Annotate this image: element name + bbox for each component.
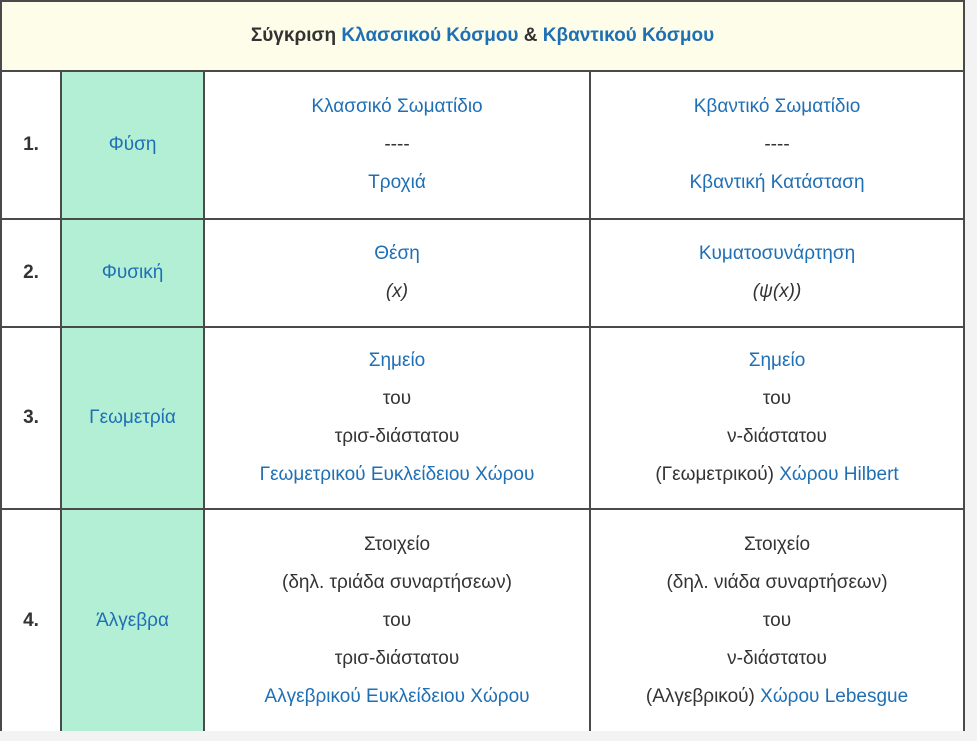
of-text: του (382, 609, 412, 631)
quantum-cell (590, 219, 964, 327)
element-text: Στοιχείο (743, 533, 811, 555)
triple-functions-text: (δηλ. τριάδα συναρτήσεων) (282, 571, 512, 593)
category-cell (61, 327, 204, 509)
page-bottom-strip (0, 731, 977, 741)
n-tuple-functions-text: (δηλ. νιάδα συναρτήσεων) (666, 571, 888, 593)
quantum-particle-link[interactable]: Κβαντικό Σωματίδιο (693, 96, 861, 117)
three-dimensional-text: τρισ-διάστατου (334, 647, 460, 669)
quantum-cell (590, 71, 964, 219)
title-prefix: Σύγκριση (250, 25, 342, 46)
classical-cell (204, 509, 590, 732)
three-dimensional-text: τρισ-διάστατου (334, 426, 460, 447)
title-amp: & (518, 25, 543, 46)
classical-cell (204, 219, 590, 327)
category-cell (61, 71, 204, 219)
title-classical-link[interactable]: Κλασσικού Κόσμου (341, 25, 519, 46)
title-quantum-link[interactable]: Κβαντικού Κόσμου (542, 25, 715, 46)
position-symbol: (x) (385, 281, 409, 302)
of-text: του (382, 388, 412, 409)
euclidean-geometric-space-link[interactable]: Γεωμετρικού Ευκλείδειου Χώρου (259, 464, 535, 485)
point-link[interactable]: Σημείο (748, 350, 806, 371)
element-text: Στοιχείο (363, 533, 431, 555)
geometric-qualifier: (Γεωμετρικού) (655, 464, 780, 485)
of-text: του (762, 388, 792, 409)
category-link-nature[interactable]: Φύση (108, 134, 157, 155)
trajectory-link[interactable]: Τροχιά (368, 172, 426, 193)
category-link-geometry[interactable]: Γεωμετρία (89, 407, 176, 428)
hilbert-space-link[interactable]: Χώρου Hilbert (779, 464, 899, 485)
separator: ---- (384, 134, 410, 155)
position-link[interactable]: Θέση (374, 243, 420, 264)
category-link-physics[interactable]: Φυσική (101, 262, 164, 283)
category-link-algebra[interactable]: Άλγεβρα (96, 609, 169, 631)
row-number: 3. (1, 327, 61, 509)
category-cell (61, 219, 204, 327)
category-cell (61, 509, 204, 732)
table-row (1, 327, 964, 509)
table-title-row (1, 1, 964, 71)
lebesgue-space-link[interactable]: Χώρου Lebesgue (760, 685, 909, 707)
classical-cell (204, 327, 590, 509)
quantum-state-link[interactable]: Κβαντική Κατάσταση (689, 172, 865, 193)
wavefunction-symbol: (ψ(x)) (752, 281, 802, 302)
separator: ---- (764, 134, 790, 155)
table-row (1, 219, 964, 327)
point-link[interactable]: Σημείο (368, 350, 426, 371)
row-number: 1. (1, 71, 61, 219)
table-title (1, 1, 964, 71)
n-dimensional-text: ν-διάστατου (727, 647, 827, 669)
classical-particle-link[interactable]: Κλασσικό Σωματίδιο (311, 96, 483, 117)
table-row (1, 71, 964, 219)
row-number: 4. (1, 509, 61, 732)
row-number: 2. (1, 219, 61, 327)
algebraic-qualifier: (Αλγεβρικού) (645, 685, 761, 707)
classical-cell (204, 71, 590, 219)
euclidean-algebraic-space-link[interactable]: Αλγεβρικού Ευκλείδειου Χώρου (264, 685, 530, 707)
quantum-cell (590, 509, 964, 732)
quantum-cell (590, 327, 964, 509)
n-dimensional-text: ν-διάστατου (727, 426, 827, 447)
wavefunction-link[interactable]: Κυματοσυνάρτηση (698, 243, 856, 264)
of-text: του (762, 609, 792, 631)
table-row (1, 509, 964, 732)
